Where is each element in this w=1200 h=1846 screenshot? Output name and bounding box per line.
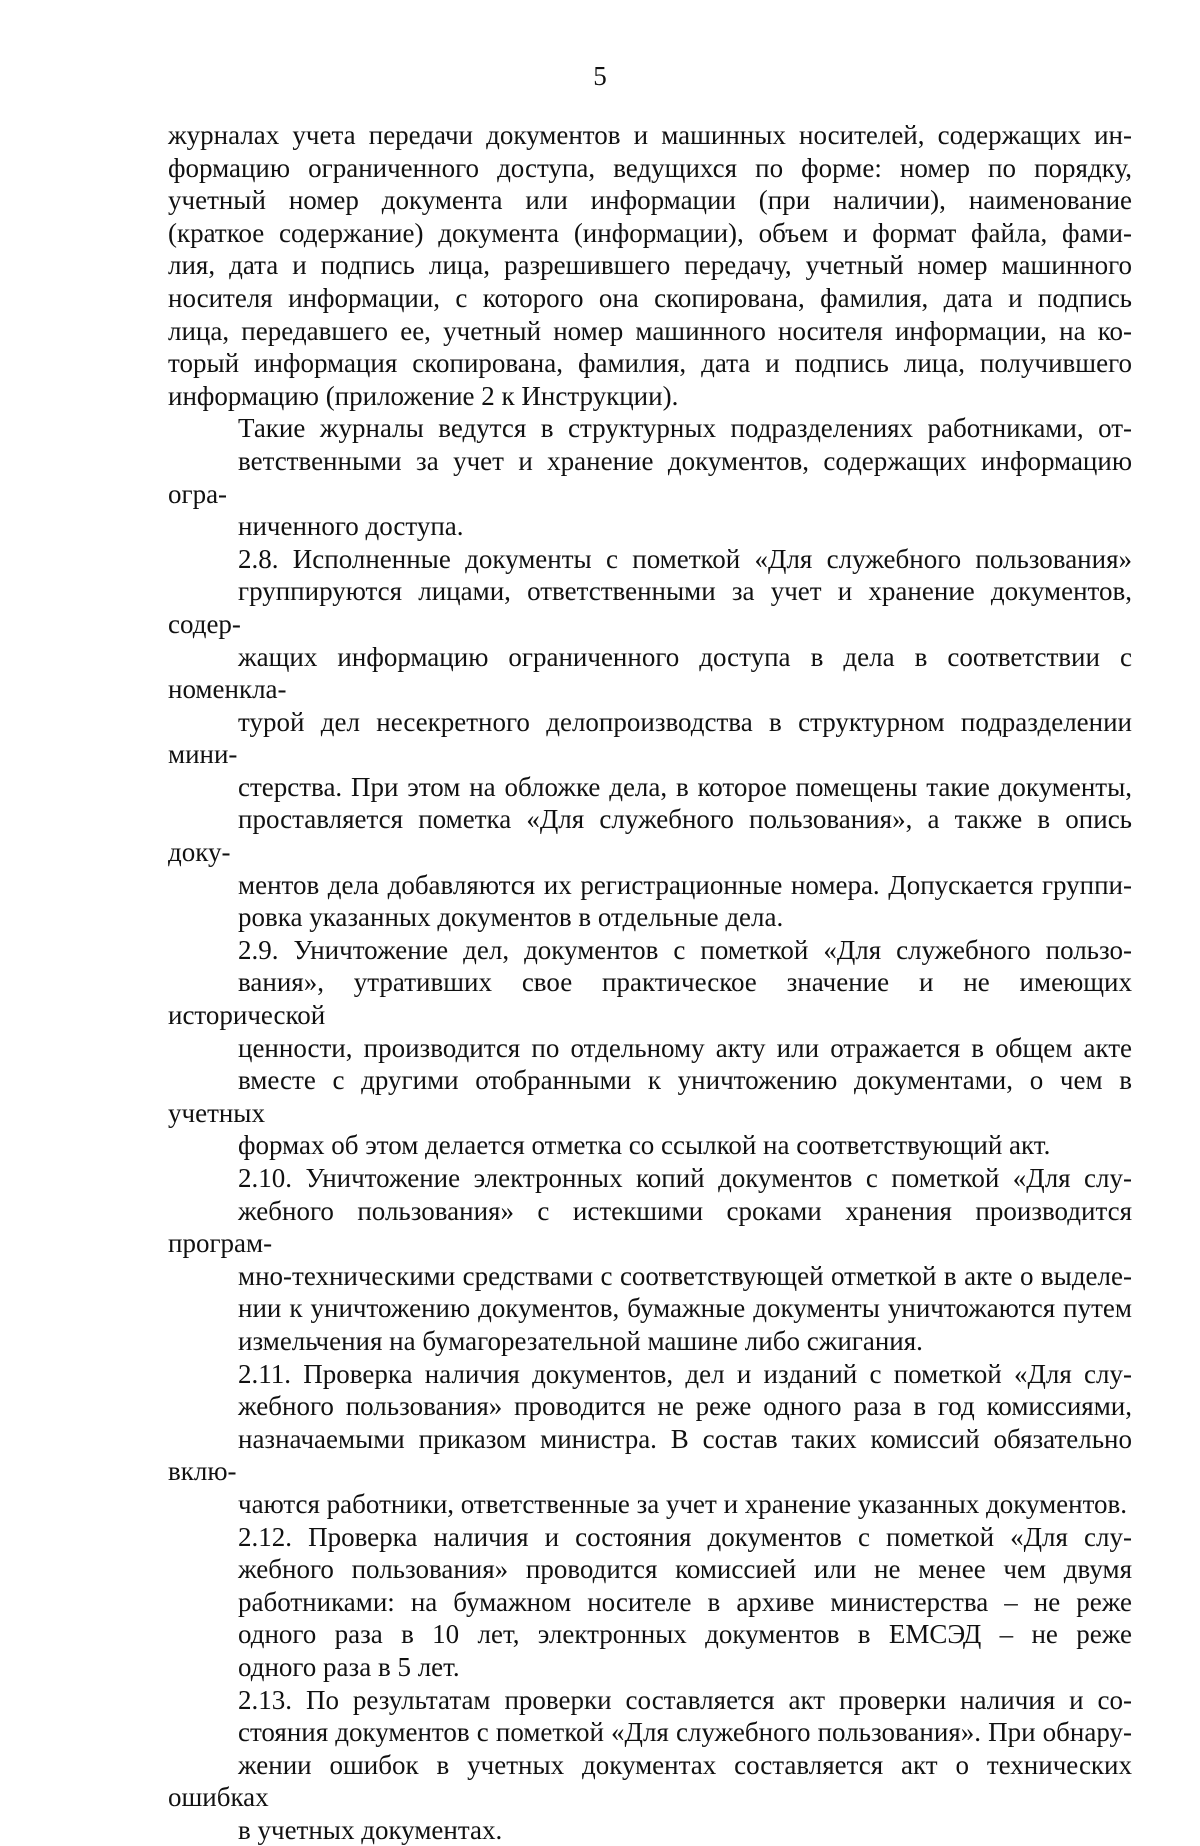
paragraph [168,934,1132,1162]
text-line: вания», утративших свое практическое значение и не имеющих исторической [168,966,1132,1031]
text-line: 2.9. Уничтожение дел, документов с пометкой «Для служебного пользо- [168,934,1132,967]
text-line: информацию (приложение 2 к Инструкции). [168,380,1132,413]
text-line: носителя информации, с которого она скопирована, фамилия, дата и подпись [168,282,1132,315]
text-line: Такие журналы ведутся в структурных подразделениях работниками, от- [168,412,1132,445]
text-line: нии к уничтожению документов, бумажные документы уничтожаются путем [168,1292,1132,1325]
paragraph [168,1684,1132,1846]
text-line: вместе с другими отобранными к уничтожению документами, о чем в учетных [168,1064,1132,1129]
text-line: 2.8. Исполненные документы с пометкой «Для служебного пользования» [168,543,1132,576]
text-line: назначаемыми приказом министра. В состав таких комиссий обязательно вклю- [168,1423,1132,1488]
paragraph [168,1521,1132,1684]
text-line: одного раза в 10 лет, электронных документов в ЕМСЭД – не реже [168,1618,1132,1651]
paragraph [168,1358,1132,1521]
text-line: в учетных документах. [168,1814,1132,1846]
text-line: проставляется пометка «Для служебного пользования», а также в опись доку- [168,803,1132,868]
text-line: измельчения на бумагорезательной машине либо сжигания. [168,1325,1132,1358]
text-line: (краткое содержание) документа (информации), объем и формат файла, фами- [168,217,1132,250]
text-line: турой дел несекретного делопроизводства в структурном подразделении мини- [168,706,1132,771]
text-line: чаются работники, ответственные за учет и хранение указанных документов. [168,1488,1132,1521]
text-line: лия, дата и подпись лица, разрешившего передачу, учетный номер машинного [168,249,1132,282]
text-line: журналах учета передачи документов и машинных носителей, содержащих ин- [168,119,1132,152]
text-line: жащих информацию ограниченного доступа в дела в соответствии с номенкла- [168,641,1132,706]
text-line: лица, передавшего ее, учетный номер машинного носителя информации, на ко- [168,315,1132,348]
paragraph [168,1162,1132,1358]
text-line: ниченного доступа. [168,510,1132,543]
page-number: 5 [0,60,1200,92]
text-line: мно-техническими средствами с соответствующей отметкой в акте о выделе- [168,1260,1132,1293]
text-line: ровка указанных документов в отдельные дела. [168,901,1132,934]
text-line: ментов дела добавляются их регистрационные номера. Допускается группи- [168,869,1132,902]
text-line: ветственными за учет и хранение документов, содержащих информацию огра- [168,445,1132,510]
text-line: формах об этом делается отметка со ссылкой на соответствующий акт. [168,1129,1132,1162]
text-line: стерства. При этом на обложке дела, в которое помещены такие документы, [168,771,1132,804]
paragraph [168,543,1132,934]
text-line: стояния документов с пометкой «Для служебного пользования». При обнару- [168,1716,1132,1749]
paragraph [168,119,1132,412]
text-line: ценности, производится по отдельному акту или отражается в общем акте [168,1032,1132,1065]
text-line: 2.11. Проверка наличия документов, дел и изданий с пометкой «Для слу- [168,1358,1132,1391]
text-line: торый информация скопирована, фамилия, дата и подпись лица, получившего [168,347,1132,380]
text-line: жебного пользования» проводится не реже одного раза в год комиссиями, [168,1390,1132,1423]
text-line: работниками: на бумажном носителе в архиве министерства – не реже [168,1586,1132,1619]
text-line: жебного пользования» с истекшими сроками хранения производится програм- [168,1195,1132,1260]
text-line: формацию ограниченного доступа, ведущихся по форме: номер по порядку, [168,152,1132,185]
text-line: 2.10. Уничтожение электронных копий документов с пометкой «Для слу- [168,1162,1132,1195]
text-line: жении ошибок в учетных документах составляется акт о технических ошибках [168,1749,1132,1814]
document-body [168,119,1132,1846]
text-line: учетный номер документа или информации (при наличии), наименование [168,184,1132,217]
text-line: 2.12. Проверка наличия и состояния документов с пометкой «Для слу- [168,1521,1132,1554]
text-line: группируются лицами, ответственными за учет и хранение документов, содер- [168,575,1132,640]
text-line: жебного пользования» проводится комиссией или не менее чем двумя [168,1553,1132,1586]
paragraph [168,412,1132,542]
text-line: одного раза в 5 лет. [168,1651,1132,1684]
text-line: 2.13. По результатам проверки составляется акт проверки наличия и со- [168,1684,1132,1717]
